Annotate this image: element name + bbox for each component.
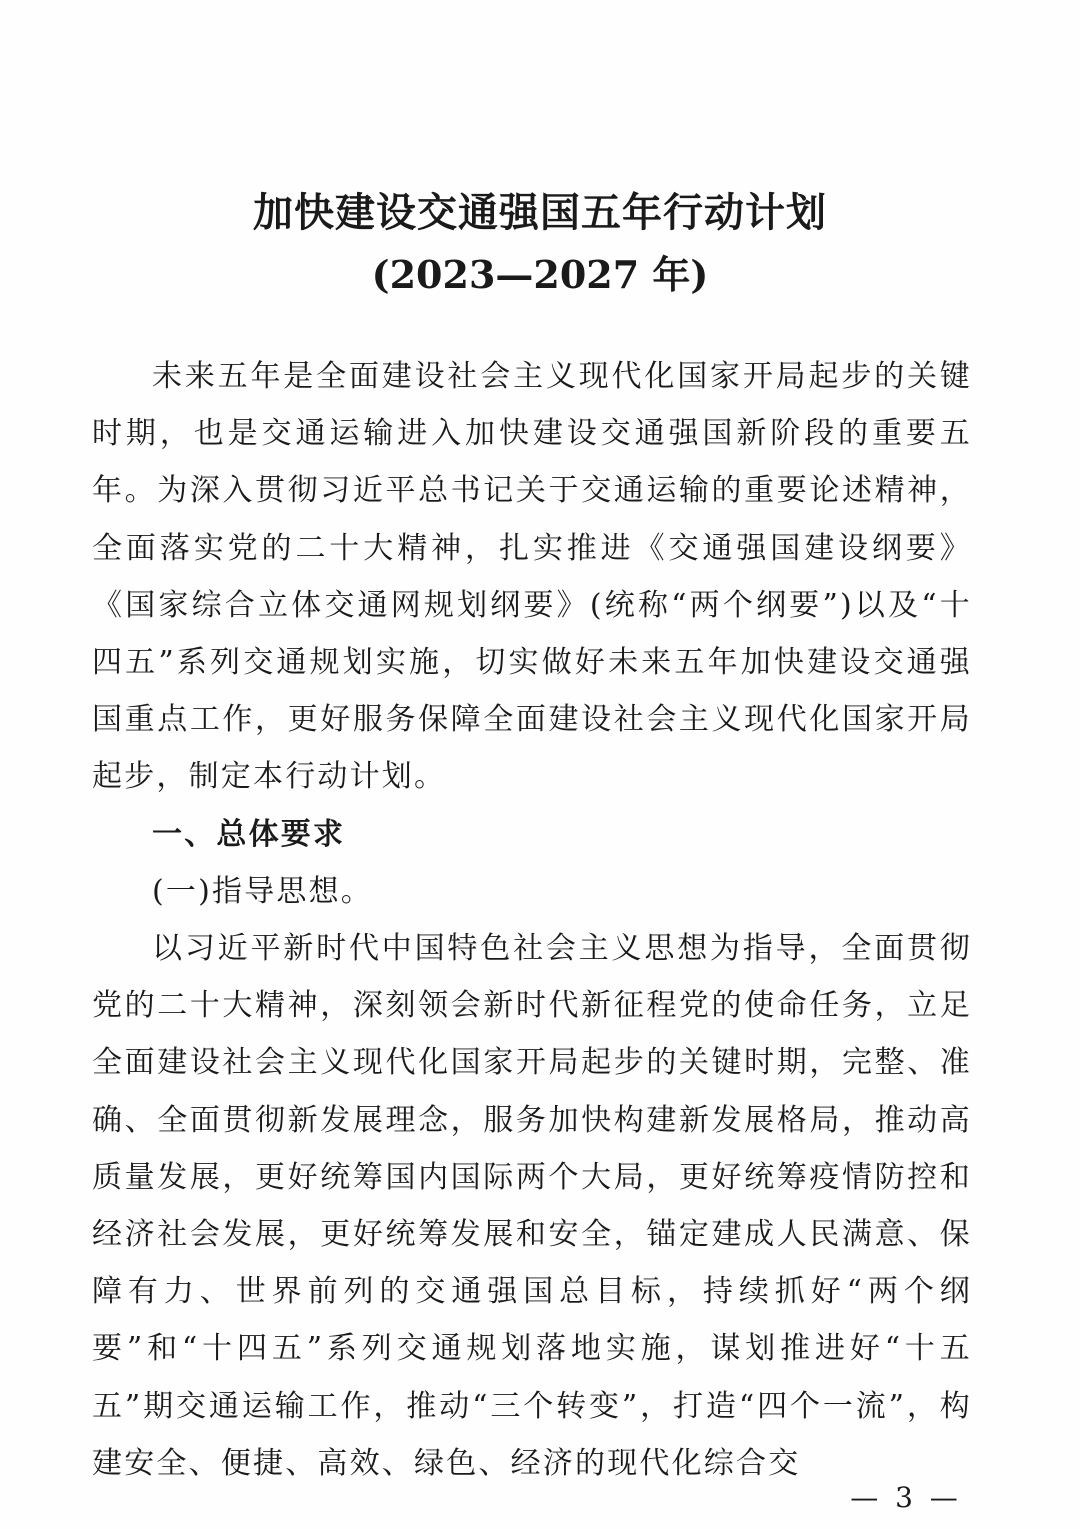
section-heading: 一、总体要求 (152, 816, 346, 852)
document-subtitle: (2023—2027 年) (371, 252, 709, 297)
guiding-paragraph: 以习近平新时代中国特色社会主义思想为指导，全面贯彻党的二十大精神，深刻领会新时代新征程党的使命任务，立足全面建设社会主义现代化国家开局起步的关键时期，完整、准确、全面贯彻新发展理念，服务加快构建新发展格局，推动高质量发展，更好统筹国内国际两个大局，更好统筹疫情防控和经济社会发展，更好统筹发展和安全，锚定建成人民满意、保障有力、世界前列的交通强国总目标，持续抓好“两个纲要”和“十四五”系列交通规划落地实施，谋划推进好“十五五”期交通运输工作，推动“三个转变”，打造“四个一流”，构建安全、便捷、高效、绿色、经济的现代化综合交 (92, 931, 972, 1481)
subsection-heading: (一)指导思想。 (152, 873, 374, 909)
intro-paragraph: 未来五年是全面建设社会主义现代化国家开局起步的关键时期，也是交通运输进入加快建设交通强国新阶段的重要五年。为深入贯彻习近平总书记关于交通运输的重要论述精神，全面落实党的二十大精神，扎实推进《交通强国建设纲要》《国家综合立体交通网规划纲要》(统称“两个纲要”)以及“十四五”系列交通规划实施，切实做好未来五年加快建设交通强国重点工作，更好服务保障全面建设社会主义现代化国家开局起步，制定本行动计划。 (92, 359, 972, 795)
document-body (92, 348, 972, 1492)
document-title: 加快建设交通强国五年行动计划 (253, 189, 827, 236)
page-number: — 3 — (850, 1481, 962, 1514)
